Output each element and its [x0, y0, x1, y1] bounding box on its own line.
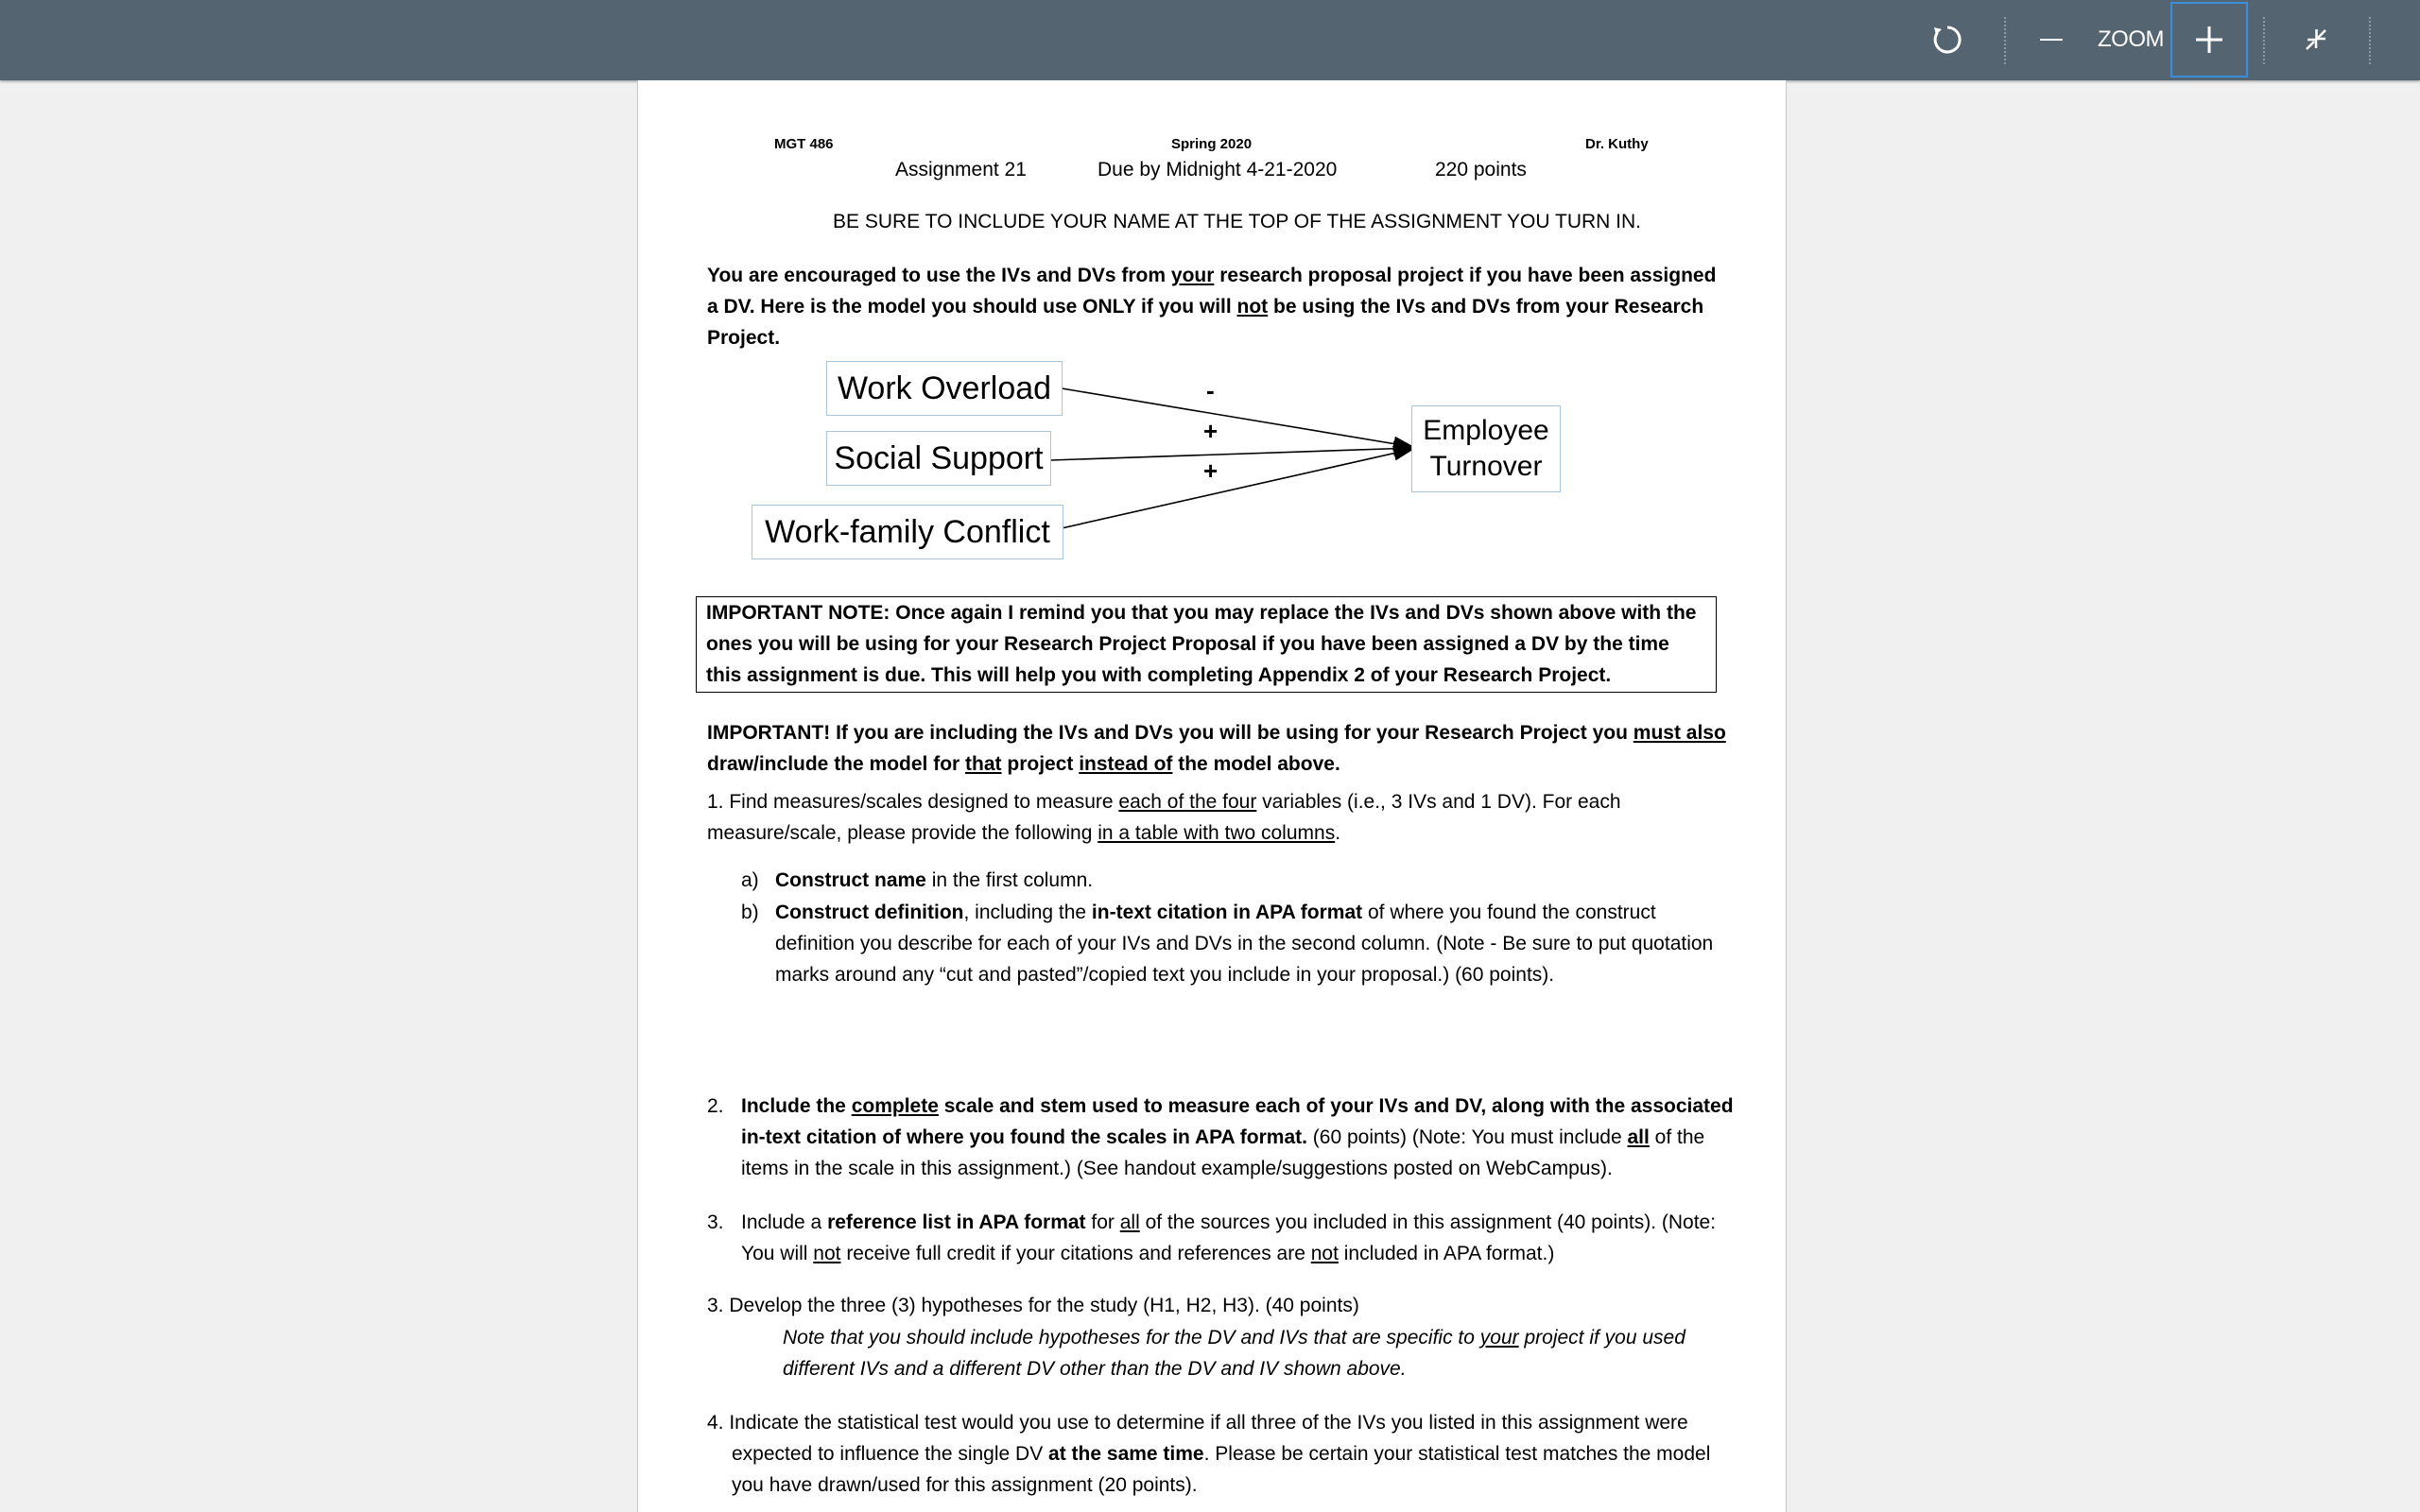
task-2-bold-underline: complete — [851, 1095, 939, 1117]
viewer-toolbar — [0, 0, 2420, 80]
task-1-underline: in a table with two columns — [1098, 822, 1336, 844]
iv-work-family-conflict-box — [752, 505, 1063, 559]
assignment-document — [638, 80, 1786, 1512]
plus-icon — [2193, 24, 2225, 56]
task-3-underline: not — [1310, 1243, 1339, 1264]
task-3-text: of the sources you included in this assignment (40 points). (Note: You will — [741, 1211, 1717, 1264]
hypotheses-note-text: project if you used different IVs and a different DV other than the DV and IV shown above. — [783, 1327, 1685, 1380]
important-underline: that — [965, 753, 1002, 775]
points-total: 220 points — [1435, 159, 1527, 180]
zoom-out-button[interactable] — [2036, 21, 2066, 59]
toolbar-divider — [2263, 17, 2265, 64]
task-statistical-test — [707, 1407, 1728, 1501]
due-date: Due by Midnight 4-21-2020 — [1098, 159, 1338, 180]
iv-social-support-box — [826, 431, 1051, 486]
task-1-underline: each of the four — [1118, 791, 1257, 813]
hypotheses-note-underline: your — [1479, 1327, 1519, 1349]
important-text: project — [1001, 753, 1080, 775]
term: Spring 2020 — [1171, 136, 1253, 152]
subitem-text: , including the — [963, 902, 1092, 923]
hypotheses-note — [783, 1322, 1728, 1384]
arrow-social-support — [1050, 448, 1413, 460]
important-text: draw/include the model for — [707, 753, 966, 775]
task-2-text: (60 points) (Note: You must include — [1306, 1126, 1628, 1148]
subitem-bold: Construct definition — [775, 902, 964, 923]
name-notice: BE SURE TO INCLUDE YOUR NAME AT THE TOP OF THE ASSIGNMENT YOU TURN IN. — [833, 211, 1641, 232]
course-code: MGT 486 — [774, 136, 834, 152]
collapse-icon — [2300, 24, 2332, 56]
zoom-in-button[interactable] — [2170, 2, 2248, 77]
stat-test-text: 4. Indicate the statistical test would you use to determine if all three of the IVs you listed in this assignment were expected to influence the single DV — [707, 1412, 1688, 1465]
task-1-text: . — [1335, 822, 1341, 844]
sign-social-support: + — [1203, 417, 1219, 445]
dv-employee-turnover-box — [1411, 405, 1561, 492]
toolbar-divider — [2369, 17, 2371, 64]
task-2-bold-underline: all — [1627, 1126, 1650, 1148]
task-hypotheses — [707, 1290, 1728, 1321]
arrow-work-overload — [1062, 388, 1413, 447]
task-2-number: 2. — [707, 1095, 724, 1117]
document-page — [637, 80, 1787, 1512]
task-3-number: 3. — [707, 1211, 724, 1233]
assignment-number: Assignment 21 — [895, 159, 1027, 180]
task-3-text: Include a — [741, 1211, 828, 1233]
task-3-bold: reference list in APA format — [827, 1211, 1086, 1233]
minus-icon — [2038, 26, 2065, 53]
task-2-bold: scale and stem used to measure each of your IVs and DV, along with the associated in-text citation of where you found the scales in APA format. — [741, 1095, 1734, 1148]
hypotheses-text: 3. Develop the three (3) hypotheses for the study (H1, H2, H3). (40 points) — [707, 1295, 1359, 1316]
stat-test-bold: at the same time — [1048, 1443, 1204, 1465]
task-1 — [707, 786, 1728, 849]
zoom-label: ZOOM — [2098, 26, 2164, 52]
subitem-text: of where you found the construct definition you describe for each of your IVs and DVs in the second column. (Note - Be sure to put quotation marks around any “cut and pasted”/copied text you include in your proposal.) (60 points). — [775, 902, 1714, 986]
intro-text: research proposal project if you have been assigned a DV. Here is the model you should use ONLY if you will — [707, 265, 1717, 318]
iv-work-overload-box — [826, 361, 1063, 416]
sign-work-overload: - — [1206, 376, 1215, 404]
important-note-box — [696, 596, 1717, 693]
iv-work-overload-label: Work Overload — [837, 370, 1052, 406]
subitem-bold: Construct name — [775, 869, 926, 891]
rotate-button[interactable] — [1927, 19, 1968, 60]
hypotheses-note-text: Note that you should include hypotheses for the DV and IVs that are specific to — [783, 1327, 1480, 1349]
research-model-diagram — [638, 80, 1786, 572]
sign-work-family-conflict: + — [1203, 456, 1219, 485]
task-3-underline: all — [1119, 1211, 1140, 1233]
intro-text: be using the IVs and DVs from your Research Project. — [707, 296, 1704, 349]
task-2-text: of the items in the scale in this assignment.) (See handout example/suggestions posted on WebCampus). — [741, 1126, 1705, 1179]
important-underline: instead of — [1079, 753, 1173, 775]
task-1-text: variables (i.e., 3 IVs and 1 DV). For each measure/scale, please provide the following — [707, 791, 1621, 844]
subitem-text: in the first column. — [925, 869, 1094, 891]
task-3-text: receive full credit if your citations and references are — [840, 1243, 1311, 1264]
toolbar-divider — [2004, 17, 2006, 64]
rotate-icon — [1930, 23, 1964, 57]
dv-label-line2: Turnover — [1429, 451, 1543, 482]
intro-underline: not — [1236, 296, 1269, 318]
important-text: IMPORTANT! If you are including the IVs and DVs you will be using for your Research Project you — [707, 722, 1634, 744]
subitem-label: a) — [741, 869, 759, 891]
iv-social-support-label: Social Support — [834, 440, 1044, 476]
dv-label-line1: Employee — [1423, 415, 1549, 446]
important-paragraph — [707, 717, 1728, 780]
important-underline: must also — [1633, 722, 1726, 744]
stat-test-text: . Please be certain your statistical test matches the model you have drawn/used for this assignment (20 points). — [732, 1443, 1711, 1496]
instructor: Dr. Kuthy — [1585, 136, 1649, 152]
task-3-text: included in APA format.) — [1338, 1243, 1555, 1264]
intro-text: You are encouraged to use the IVs and DVs from — [707, 265, 1171, 286]
subitem-label: b) — [741, 902, 759, 923]
task-1-text: 1. Find measures/scales designed to measure — [707, 791, 1119, 813]
important-text: the model above. — [1172, 753, 1340, 775]
task-3-text: for — [1085, 1211, 1120, 1233]
collapse-button[interactable] — [2297, 21, 2335, 59]
iv-work-family-conflict-label: Work-family Conflict — [765, 514, 1050, 550]
arrow-work-family-conflict — [1062, 449, 1413, 528]
important-note-text: IMPORTANT NOTE: Once again I remind you that you may replace the IVs and DVs shown above with the ones you will be using for your Research Project Proposal if you have been assigned a DV by the time this assignment is due. This will help you with completing Appendix 2 of your Research Project. — [706, 602, 1697, 686]
task-2-bold: Include the — [741, 1095, 852, 1117]
intro-underline: your — [1170, 265, 1215, 286]
model-arrows — [638, 80, 1786, 572]
subitem-bold: in-text citation in APA format — [1091, 902, 1363, 923]
task-3-underline: not — [813, 1243, 841, 1264]
